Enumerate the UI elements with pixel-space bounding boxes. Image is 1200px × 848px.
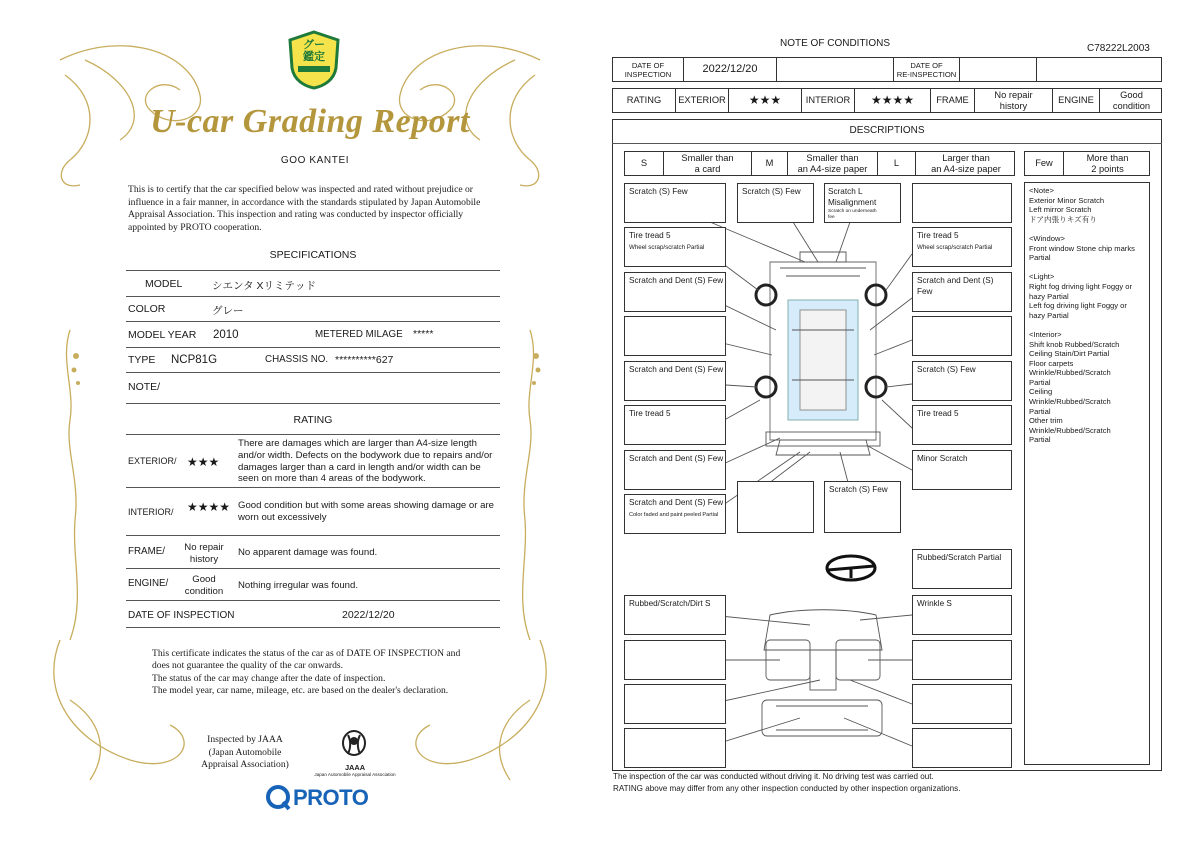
badge-text: グー 鑑定 bbox=[303, 39, 325, 63]
date-of-inspection-header: DATE OF INSPECTION bbox=[624, 60, 672, 79]
condition-box-steering bbox=[912, 549, 1012, 589]
engine-header: ENGINE bbox=[1052, 89, 1099, 112]
condition-box-l7 bbox=[624, 450, 726, 490]
footer-note-2: RATING above may differ from any other inspection conducted by other inspection organizations. bbox=[613, 784, 961, 793]
exterior-label: EXTERIOR/ bbox=[128, 456, 177, 466]
notes-text: <Note> Exterior Minor Scratch Left mirror Scratch ドア内張りキズ有り <Window> Front window Stone chip marks Partial <Light> Right fog driving light Foggy or hazy Partial Left fog driving light Foggy or hazy Partial <Interior> Shift knob Rubbed/Scratch Ceiling Stain/Dirt Partial Floor carpets Wrinkle/Rubbed/Scratch Partial Ceiling Wrinkle/Rubbed/Scratch Partial Other trim Wrinkle/Rubbed/Scratch Partial bbox=[1029, 186, 1135, 445]
condition-box-l4 bbox=[624, 316, 726, 356]
condition-text: Scratch (S) Few bbox=[917, 365, 976, 374]
rating-heading: RATING bbox=[293, 414, 333, 426]
condition-text: Tire tread 5 bbox=[917, 231, 959, 240]
condition-box-l3 bbox=[624, 272, 726, 312]
color-value: グレー bbox=[212, 305, 244, 317]
engine-value: Good condition bbox=[184, 574, 224, 597]
condition-box-t2 bbox=[824, 183, 901, 223]
condition-box-i6 bbox=[912, 684, 1012, 724]
certificate-disclaimer: This certificate indicates the status of the car as of DATE OF INSPECTION and does not guarantee the quality of the car onwards. The status of the car may change after the date of inspection. The model year, car name, mileage, etc. are based on the dealer's declaration. bbox=[152, 648, 461, 697]
condition-box-b2 bbox=[824, 481, 901, 533]
condition-text: Tire tread 5 bbox=[629, 231, 671, 240]
condition-text: Scratch and Dent (S) Few bbox=[629, 498, 724, 507]
condition-text: Scratch and Dent (S) Few bbox=[629, 365, 724, 374]
interior-rating: ★★★★ bbox=[854, 89, 930, 112]
legend-m-desc: Smaller than an A4-size paper bbox=[787, 152, 877, 175]
proto-logo-text: PROTO bbox=[293, 785, 369, 810]
condition-text: Scratch L Misalignment bbox=[828, 187, 877, 207]
condition-box-r2 bbox=[912, 227, 1012, 267]
color-label: COLOR bbox=[128, 303, 166, 315]
condition-box-i3 bbox=[624, 640, 726, 680]
model-label: MODEL bbox=[145, 278, 183, 290]
inspected-by: Inspected by JAAA (Japan Automobile Appraisal Association) bbox=[201, 734, 289, 771]
condition-box-r7 bbox=[912, 450, 1012, 490]
frame-label: FRAME/ bbox=[128, 546, 166, 557]
condition-text: Tire tread 5 bbox=[917, 409, 959, 418]
jaaa-label: JAAA bbox=[344, 763, 366, 772]
report-id: C78222L2003 bbox=[1087, 43, 1150, 54]
steering-wheel-icon bbox=[827, 556, 875, 580]
frame-rating: No repair history bbox=[974, 89, 1052, 112]
condition-text: Minor Scratch bbox=[917, 454, 968, 463]
conditions-title: NOTE OF CONDITIONS bbox=[780, 38, 890, 49]
engine-description: Nothing irregular was found. bbox=[238, 580, 358, 591]
condition-box-r6 bbox=[912, 405, 1012, 445]
legend-s-desc: Smaller than a card bbox=[663, 152, 751, 175]
condition-box-t3 bbox=[912, 183, 1012, 223]
inspection-date-value: 2022/12/20 bbox=[683, 58, 776, 81]
exterior-header: EXTERIOR bbox=[675, 89, 728, 112]
frame-value: No repair history bbox=[184, 542, 224, 565]
condition-box-b1 bbox=[737, 481, 814, 533]
footer-note-1: The inspection of the car was conducted without driving it. No driving test was carried out. bbox=[613, 772, 934, 781]
jaaa-emblem-icon bbox=[339, 729, 369, 761]
report-title: U-car Grading Report bbox=[150, 103, 470, 140]
model-value: シエンタ Xリミテッド bbox=[212, 280, 317, 292]
condition-text: Wrinkle S bbox=[917, 599, 952, 608]
descriptions-heading: DESCRIPTIONS bbox=[849, 125, 925, 136]
condition-box-i7 bbox=[624, 728, 726, 768]
condition-text: Scratch and Dent (S) Few bbox=[629, 276, 724, 285]
model-year-label: MODEL YEAR bbox=[128, 329, 197, 341]
engine-rating: Good condition bbox=[1099, 89, 1163, 112]
date-of-inspection-label: DATE OF INSPECTION bbox=[128, 610, 235, 621]
legend-s: S bbox=[640, 158, 648, 169]
condition-box-i8 bbox=[912, 728, 1012, 768]
engine-label: ENGINE/ bbox=[128, 578, 169, 589]
exterior-stars: ★★★ bbox=[187, 455, 220, 469]
condition-text: Scratch (S) Few bbox=[829, 485, 888, 494]
legend-m: M bbox=[751, 152, 787, 175]
condition-box-l6 bbox=[624, 405, 726, 445]
notes-panel bbox=[1024, 182, 1150, 765]
condition-text: Rubbed/Scratch/Dirt S bbox=[629, 599, 711, 608]
jaaa-full-name: Japan Automobile Appraisal Association bbox=[314, 772, 396, 777]
legend-l: L bbox=[877, 152, 915, 175]
condition-subtext: Scratch on underneath fee bbox=[828, 209, 877, 220]
model-year-value: 2010 bbox=[213, 329, 239, 341]
interior-stars: ★★★★ bbox=[187, 500, 231, 514]
condition-subtext: Color faded and paint peeled Partial bbox=[629, 512, 719, 518]
mileage-label: METERED MILAGE bbox=[315, 329, 403, 340]
frame-description: No apparent damage was found. bbox=[238, 547, 378, 558]
condition-text: Rubbed/Scratch Partial bbox=[917, 553, 1002, 562]
condition-box-l5 bbox=[624, 361, 726, 401]
condition-text: Scratch and Dent (S) Few bbox=[917, 276, 994, 296]
mileage-value: ***** bbox=[413, 328, 434, 340]
condition-box-r5 bbox=[912, 361, 1012, 401]
condition-subtext: Wheel scrap/scratch Partial bbox=[629, 244, 705, 251]
specifications-heading: SPECIFICATIONS bbox=[269, 249, 357, 261]
condition-box-i2 bbox=[912, 595, 1012, 635]
condition-box-i1 bbox=[624, 595, 726, 635]
note-label: NOTE/ bbox=[128, 381, 161, 393]
condition-text: Scratch (S) Few bbox=[742, 187, 801, 196]
legend-few: Few bbox=[1035, 158, 1053, 169]
condition-text: Scratch and Dent (S) Few bbox=[629, 454, 724, 463]
legend-l-desc: Larger than an A4-size paper bbox=[915, 152, 1016, 175]
condition-box-l2 bbox=[624, 227, 726, 267]
condition-subtext: Wheel scrap/scratch Partial bbox=[917, 244, 993, 251]
interior-label: INTERIOR/ bbox=[128, 507, 174, 517]
certification-statement: This is to certify that the car specified below was inspected and rated without prejudice or influence in a fair manner, in accordance with the standards stipulated by Japan Automobile Appraisal Association. This inspection and rating was conducted by inspector officially appointed by PROTO cooperation. bbox=[128, 184, 481, 233]
type-label: TYPE bbox=[128, 354, 156, 366]
date-of-inspection-value: 2022/12/20 bbox=[342, 609, 395, 621]
legend-few-desc: More than 2 points bbox=[1063, 152, 1151, 175]
exterior-description: There are damages which are larger than A4-size length and/or width. Defects on the bodywork due to repairs and/or damages larger than a card in length and/or width can be seen on more than 4 areas of the bodywork. bbox=[238, 438, 493, 485]
condition-box-i5 bbox=[624, 684, 726, 724]
condition-box-t1 bbox=[737, 183, 814, 223]
re-inspection-header: DATE OF RE-INSPECTION bbox=[893, 58, 959, 81]
condition-text: Scratch (S) Few bbox=[629, 187, 688, 196]
interior-description: Good condition but with some areas showing damage or are worn out excessively bbox=[238, 500, 494, 523]
condition-box-l1 bbox=[624, 183, 726, 223]
chassis-value: **********627 bbox=[335, 354, 394, 366]
type-value: NCP81G bbox=[171, 354, 218, 366]
condition-box-r3 bbox=[912, 272, 1012, 312]
proto-logo-icon bbox=[265, 784, 293, 812]
condition-text: Tire tread 5 bbox=[629, 409, 671, 418]
rating-header: RATING bbox=[626, 95, 662, 106]
note-of-conditions bbox=[600, 0, 1200, 848]
condition-box-l8 bbox=[624, 494, 726, 534]
chassis-label: CHASSIS NO. bbox=[265, 354, 329, 365]
condition-box-i4 bbox=[912, 640, 1012, 680]
condition-box-r4 bbox=[912, 316, 1012, 356]
exterior-rating: ★★★ bbox=[728, 89, 801, 112]
frame-header: FRAME bbox=[930, 89, 974, 112]
report-subtitle: GOO KANTEI bbox=[280, 155, 350, 166]
interior-header: INTERIOR bbox=[801, 89, 854, 112]
